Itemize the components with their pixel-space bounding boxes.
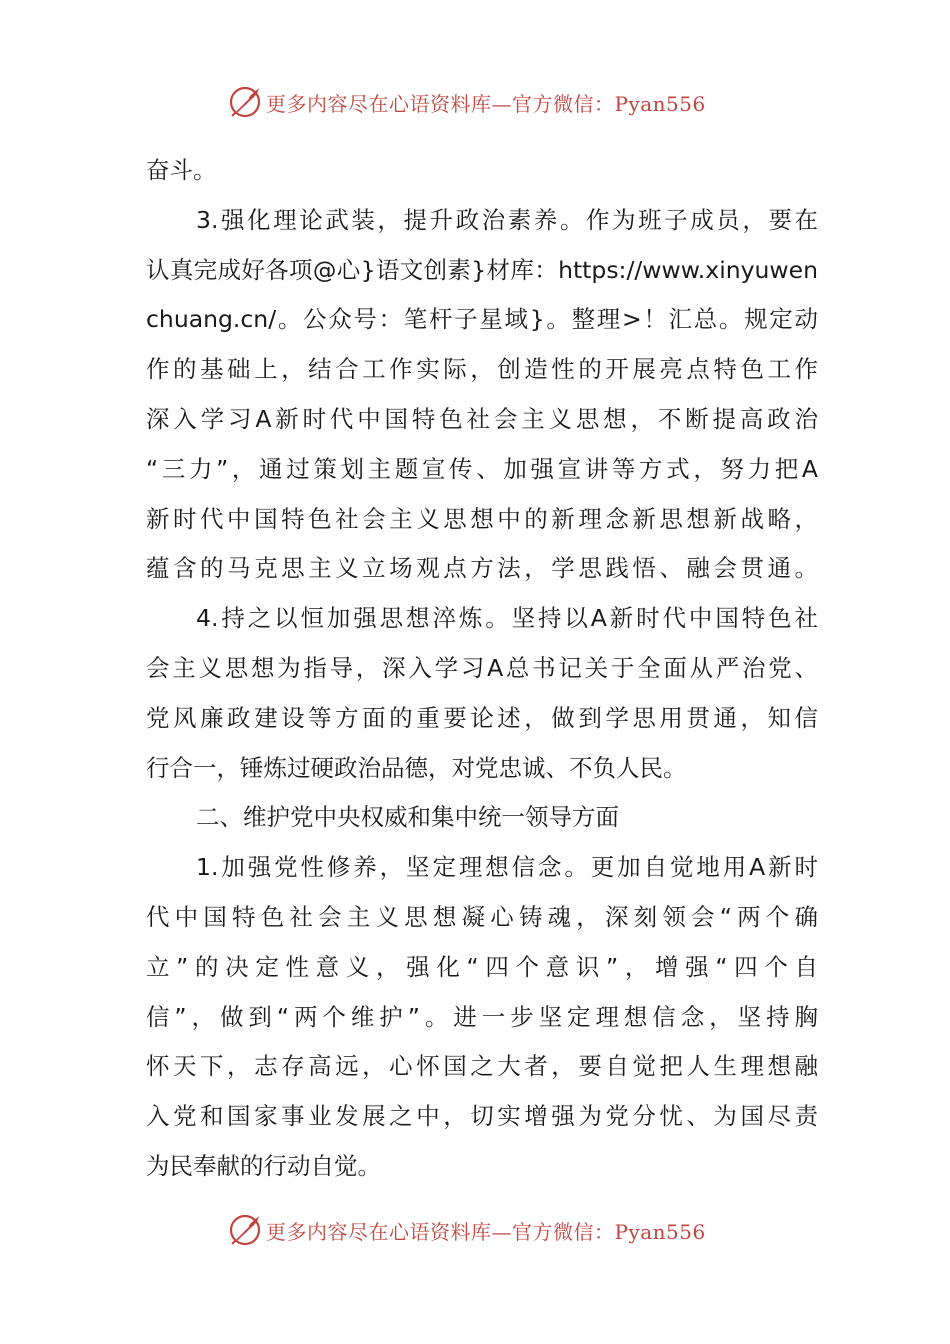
body-line: 3.强化理论武装，提升政治素养。作为班子成员，要在: [196, 205, 818, 234]
body-line: 作的基础上，结合工作实际，创造性的开展亮点特色工作: [146, 355, 818, 384]
body-line: 行合一，锤炼过硬政治品德，对党忠诚、不负人民。: [146, 753, 687, 782]
body-line: chuang.cn/。公众号：笔杆子星域}。整理>！汇总。规定动: [146, 305, 818, 334]
document-body: [146, 146, 818, 1192]
footer-watermark: [228, 1210, 706, 1250]
watermark-text: 更多内容尽在心语资料库—官方微信：Pyan556: [266, 1219, 706, 1244]
section-heading: 二、维护党中央权威和集中统一领导方面: [196, 803, 619, 832]
body-line: 认真完成好各项@心}语文创素}材库：https://www.xinyuwen: [146, 255, 818, 284]
quill-logo-icon: [228, 85, 262, 119]
body-line: 信”，做到“两个维护”。进一步坚定理想信念，坚持胸: [146, 1002, 818, 1031]
body-line: 会主义思想为指导，深入学习A总书记关于全面从严治党、: [146, 653, 818, 682]
body-line: 代中国特色社会主义思想凝心铸魂，深刻领会“两个确: [146, 902, 818, 931]
body-line: 立”的决定性意义，强化“四个意识”，增强“四个自: [146, 952, 818, 981]
body-line: “三力”，通过策划主题宣传、加强宣讲等方式，努力把A: [146, 454, 818, 483]
body-line: 新时代中国特色社会主义思想中的新理念新思想新战略，: [146, 504, 818, 533]
body-line: 深入学习A新时代中国特色社会主义思想，不断提高政治: [146, 404, 818, 433]
body-line: 党风廉政建设等方面的重要论述，做到学思用贯通，知信: [146, 703, 818, 732]
body-line: 1.加强党性修养，坚定理想信念。更加自觉地用A新时: [196, 853, 818, 882]
quill-logo-icon: [228, 1213, 262, 1247]
body-line: 4.持之以恒加强思想淬炼。坚持以A新时代中国特色社: [196, 604, 818, 633]
watermark-wechat-id: Pyan556: [614, 91, 706, 116]
body-line: 入党和国家事业发展之中，切实增强为党分忧、为国尽责: [146, 1102, 818, 1131]
body-line: 奋斗。: [146, 156, 217, 184]
watermark-wechat-id: Pyan556: [614, 1219, 706, 1244]
body-line: 为民奉献的行动自觉。: [146, 1151, 381, 1180]
body-line: 怀天下，志存高远，心怀国之大者，要自觉把人生理想融: [146, 1052, 818, 1081]
watermark-text: 更多内容尽在心语资料库—官方微信：Pyan556: [266, 91, 706, 116]
header-watermark: [228, 82, 706, 122]
body-line: 蕴含的马克思主义立场观点方法，学思践悟、融会贯通。: [146, 554, 818, 583]
